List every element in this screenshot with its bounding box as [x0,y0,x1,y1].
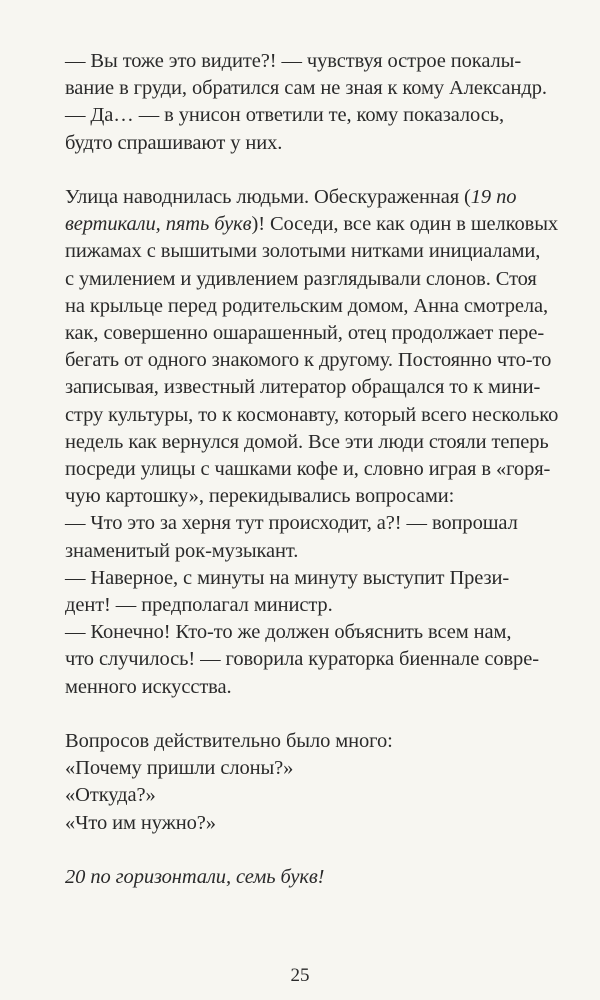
text-line: что случилось! — говорила кураторка биеннале совре- [65,648,539,671]
text-line: — Наверное, с минуты на минуту выступит Прези- [65,566,510,589]
text-line: — Вы тоже это видите?! — чувствуя острое покалы- [65,50,522,72]
text-line [65,211,559,238]
dialog-minister [65,565,555,619]
text-line [65,184,555,211]
paragraph-gap [65,701,555,728]
text-line: стру культуры, то к космонавту, который всего несколько [65,403,559,426]
paragraph-street [65,184,559,510]
closing-italic-line: 20 по горизонтали, семь букв! [65,866,325,889]
question-line: «Почему пришли слоны?» [65,757,294,780]
paragraph-closing [65,864,555,891]
text-line: менного искусства. [65,675,232,698]
text-line: вание в груди, обратился сам не зная к кому Александр. [65,77,547,100]
text-line: как, совершенно ошарашенный, отец продолжает пере- [65,322,545,345]
text-line: недель как вернулся домой. Все эти люди стояли теперь [65,430,549,453]
text-line: Вопросов действительно было много: [65,730,393,753]
text-line: — Да… — в унисон ответили те, кому показалось, [65,104,504,127]
text-line: дент! — предполагал министр. [65,594,333,617]
text-line: на крыльце перед родительским домом, Анна смотрела, [65,294,549,317]
question-line: «Откуда?» [65,784,156,807]
page-number: 25 [290,965,310,986]
paragraph-gap [65,157,555,184]
text-line: — Конечно! Кто-то же должен объяснить всем нам, [65,621,512,644]
text-line: записывая, известный литератор обращался то к мини- [65,376,541,399]
italic-segment: вертикали, пять букв [65,213,252,236]
dialog-curator [65,619,555,701]
paragraph-answer [65,102,555,156]
text-line: посреди улицы с чашками кофе и, словно играя в «горя- [65,458,551,481]
question-line: «Что им нужно?» [65,811,216,834]
paragraph-gap [65,837,555,864]
text-line: бегать от одного знакомого к другому. Постоянно что-то [65,349,552,372]
paragraph-questions [65,728,555,837]
text-segment: Улица наводнилась людьми. Обескураженная ( [65,186,471,208]
text-line: с умилением и удивлением разглядывали слонов. Стоя [65,267,537,290]
text-line: пижамах с вышитыми золотыми нитками инициалами, [65,240,541,263]
text-line: будто спрашивают у них. [65,131,283,154]
italic-segment: 19 по [470,186,517,208]
text-line: знаменитый рок-музыкант. [65,539,299,562]
paragraph-alexander [65,48,555,102]
text-segment: )! Соседи, все как один в шелковых [251,213,559,236]
page-text [65,48,559,891]
dialog-rock-musician [65,510,555,564]
text-line: — Что это за херня тут происходит, а?! — вопрошал [65,512,518,535]
text-line: чую картошку», перекидывались вопросами: [65,485,455,508]
